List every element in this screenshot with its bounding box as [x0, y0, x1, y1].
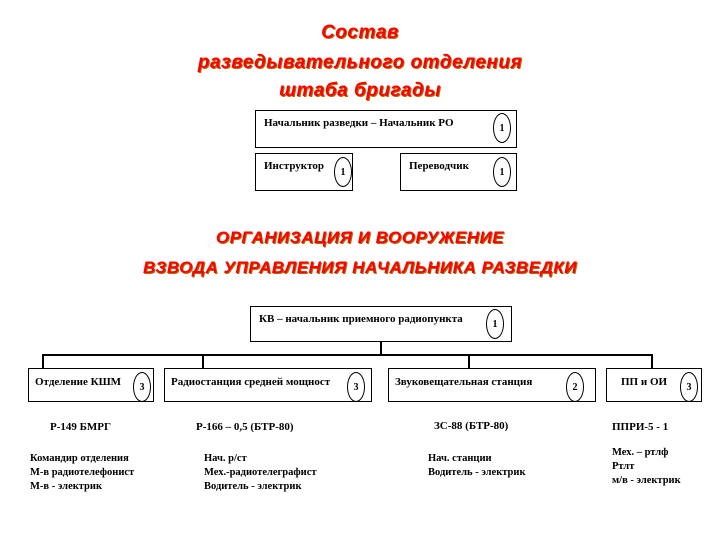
- personnel-kshm: [30, 452, 134, 494]
- platoon-head-box: [250, 306, 512, 342]
- personnel-ppoi: [612, 446, 681, 488]
- chief-label: Начальник разведки – Начальник РО: [264, 117, 454, 129]
- equipment-kshm: Р-149 БМРГ: [50, 421, 112, 433]
- chief-box: [255, 110, 517, 148]
- unit-box-radio: [164, 368, 372, 402]
- unit-label-sound: Звуковещательная станция: [395, 376, 533, 388]
- unit-count-sound: 2: [566, 372, 584, 402]
- instructor-label: Инструктор: [264, 160, 325, 172]
- title-platoon: ВЗВОДА УПРАВЛЕНИЯ НАЧАЛЬНИКА РАЗВЕДКИ: [143, 258, 577, 277]
- unit-label-ppoi: ПП и ОИ: [621, 376, 668, 388]
- personnel-item: Мех.-радиотелеграфист: [204, 467, 317, 478]
- personnel-item: Нач. станции: [428, 453, 492, 464]
- chief-count: 1: [493, 113, 511, 143]
- personnel-radio: [204, 452, 317, 494]
- connector-bus: [42, 354, 652, 356]
- equipment-radio: Р-166 – 0,5 (БТР-80): [196, 421, 294, 433]
- personnel-item: Командир отделения: [30, 453, 129, 464]
- personnel-sound: [428, 452, 526, 480]
- personnel-item: Мех. – ртлф: [612, 447, 669, 458]
- instructor-count: 1: [334, 157, 352, 187]
- personnel-item: Водитель - электрик: [428, 467, 526, 478]
- personnel-item: Ртлт: [612, 461, 635, 472]
- unit-label-radio: Радиостанция средней мощност: [171, 376, 331, 388]
- personnel-item: м/в - электрик: [612, 475, 681, 486]
- translator-count: 1: [493, 157, 511, 187]
- unit-count-radio: 3: [347, 372, 365, 402]
- title-brigade-staff: штаба бригады: [279, 80, 441, 101]
- personnel-item: М-в - электрик: [30, 481, 102, 492]
- equipment-ppoi: ППРИ-5 - 1: [612, 421, 669, 433]
- unit-box-sound: [388, 368, 596, 402]
- title-composition: Состав: [321, 22, 399, 43]
- title-recon-section: разведывательного отделения: [197, 52, 523, 73]
- unit-label-kshm: Отделение КШМ: [35, 376, 122, 388]
- personnel-item: М-в радиотелефонист: [30, 467, 135, 478]
- unit-count-ppoi: 3: [680, 372, 698, 402]
- title-organization: ОРГАНИЗАЦИЯ И ВООРУЖЕНИЕ: [215, 228, 505, 247]
- equipment-sound: ЗС-88 (БТР-80): [434, 420, 509, 432]
- platoon-head-label: КВ – начальник приемного радиопункта: [259, 313, 463, 325]
- translator-label: Переводчик: [409, 160, 469, 172]
- personnel-item: Нач. р/ст: [204, 453, 247, 464]
- unit-count-kshm: 3: [133, 372, 151, 402]
- platoon-head-count: 1: [486, 309, 504, 339]
- personnel-item: Водитель - электрик: [204, 481, 302, 492]
